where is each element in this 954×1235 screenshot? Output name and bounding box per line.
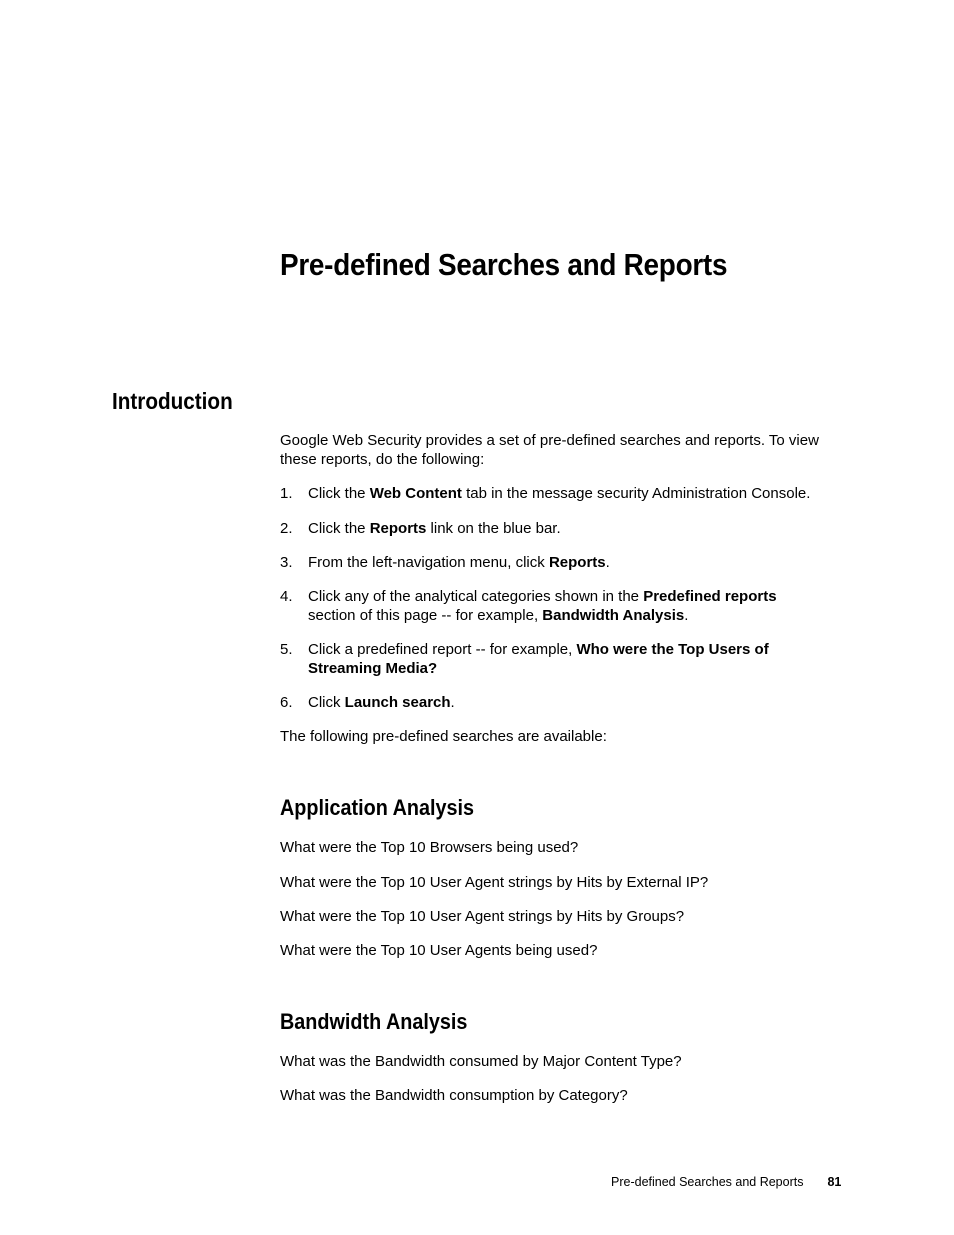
- step-number: 5.: [280, 641, 293, 658]
- step-text: Click the Web Content tab in the message security Administration Console.: [308, 485, 811, 502]
- step-number: 2.: [280, 520, 293, 537]
- step-text: Click the Reports link on the blue bar.: [308, 520, 561, 537]
- bandwidth-analysis-heading: Bandwidth Analysis: [280, 1009, 468, 1034]
- step-text: From the left-navigation menu, click Reports.: [308, 554, 610, 571]
- list-item: What were the Top 10 User Agent strings by Hits by Groups?: [280, 908, 685, 925]
- step-number: 6.: [280, 694, 293, 711]
- footer-section-title: Pre-defined Searches and Reports: [611, 1175, 804, 1189]
- list-item: What was the Bandwidth consumed by Major Content Type?: [280, 1053, 682, 1070]
- step-text: Click a predefined report -- for example, Who were the Top Users of Streaming Media?: [308, 641, 769, 677]
- step-item: [280, 587, 846, 625]
- list-item: What were the Top 10 User Agent strings by Hits by External IP?: [280, 874, 709, 891]
- step-item: [280, 553, 846, 572]
- page-number: 81: [827, 1175, 842, 1189]
- introduction-heading: Introduction: [112, 388, 233, 414]
- step-item: [280, 640, 846, 678]
- searches-available-text: The following pre-defined searches are available:: [280, 728, 607, 745]
- step-item: [280, 693, 846, 712]
- step-number: 4.: [280, 588, 293, 605]
- step-text: Click any of the analytical categories shown in the Predefined reports section of this page -- for example, Bandwidth Analysis.: [308, 588, 777, 624]
- list-item: What were the Top 10 Browsers being used?: [280, 839, 579, 856]
- list-item: What was the Bandwidth consumption by Category?: [280, 1087, 628, 1104]
- step-number: 3.: [280, 554, 293, 571]
- step-item: [280, 484, 846, 503]
- step-item: [280, 519, 846, 538]
- step-text: Click Launch search.: [308, 694, 455, 711]
- step-number: 1.: [280, 485, 293, 502]
- page-title: Pre-defined Searches and Reports: [280, 247, 728, 282]
- page-footer: [611, 1174, 841, 1190]
- list-item: What were the Top 10 User Agents being used?: [280, 942, 598, 959]
- intro-paragraph: Google Web Security provides a set of pre-defined searches and reports. To view these reports, do the following:: [280, 432, 819, 468]
- application-analysis-heading: Application Analysis: [280, 795, 475, 820]
